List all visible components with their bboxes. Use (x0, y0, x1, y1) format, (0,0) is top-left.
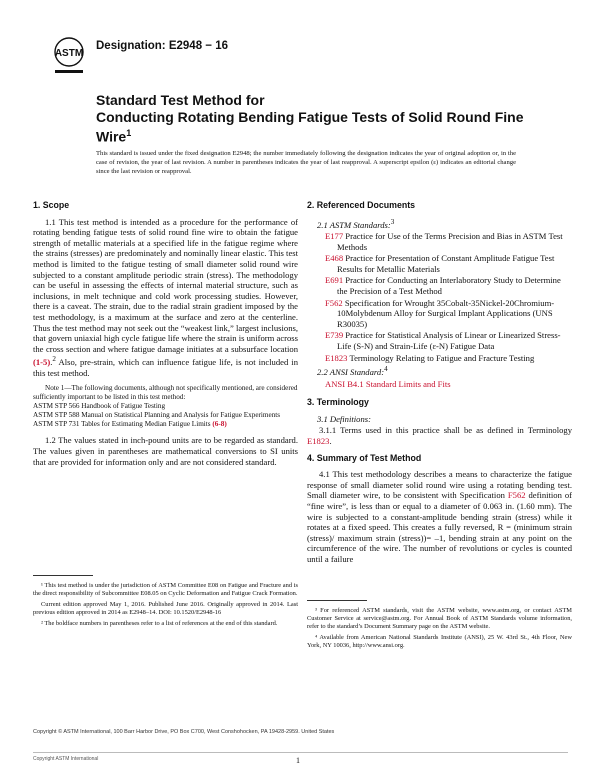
ref-link[interactable]: (6-8) (212, 420, 227, 429)
title-line1: Standard Test Method for (96, 92, 265, 108)
designation: Designation: E2948 − 16 (96, 40, 228, 52)
ref-link[interactable]: (1-5) (33, 357, 51, 368)
right-column: 2. Referenced Documents 2.1 ASTM Standards:$^3$ E177 Practice for Use of the Terms Precision and Bias in ASTM Test Methods E468 Practice for Presentation of Constant Amplitude Fatigue Test Results for Metallic Materials E691 Practice for Conducting an Interlaboratory Study to Determine the Precision of a Test Method F562 Specification for Wrought 35Cobalt-35Nickel-20Chromium-10Molybdenum Alloy for Surgical Implant Applications (UNS R30035) E739 Practice for Statistical Analysis of Linear or Linearized Stress-Life (S-N) and Strain-Life (ε-N) Fatigue Data E1823 Terminology Relating to Fatigue and Fracture Testing 2.2 ANSI Standard:$^4$ ANSI B4.1 Standard Limits and Fits 3. Terminology 3.1 Definitions: 3.1.1 Terms used in this practice shall be as defined in Terminology E1823. 4. Summary of Test Method 4.1 This test methodology describes a means to characterize the fatigue response of small diameter solid round wire using a rotating bending test. Small diameter wire, to be consistent with Specification F562 definition of “fine wire”, is less than or equal to a diameter of 0.063 in. (1.60 mm). The wire is subjected to a constant-amplitude bending strain (stress) while it rotates at a fixed speed. This creates a fully reversed, R = (minimum strain (stress)/ maximum strain (stress))= –1, bending strain at any point on the circumference of the wire. The number of revolutions or cycles is counted until a failure (307, 200, 573, 564)
footnotes-right: ³ For referenced ASTM standards, visit the ASTM website, www.astm.org, or contact ASTM Customer Service at service@astm.org. For Annual Book of ASTM Standards volume information, refer to the standard’s Document Summary page on the ASTM website. ⁴ Available from American National Standards Institute (ANSI), 25 W. 43rd St., 4th Floor, New York, NY 10036, http://www.ansi.org. (307, 600, 572, 653)
reference-item: E468 Practice for Presentation of Constant Amplitude Fatigue Test Results for Metallic Materials (325, 253, 555, 274)
ansi-link[interactable]: ANSI B4.1 Standard Limits and Fits (325, 378, 451, 389)
standard-link[interactable]: E691 (325, 275, 344, 286)
scope-heading: 1. Scope (33, 200, 70, 210)
document-title (96, 92, 546, 145)
standard-link[interactable]: F562 (325, 297, 343, 308)
note-1: Note 1—The following documents, although not specifically mentioned, are considered sufficiently important to be listed in this test method: ASTM STP 566 Handbook of Fatigue Testing ASTM STP 588 Manual on Statistical Planning and Analysis for Fatigue Experiments ASTM STP 731 Tables for Estimating Median Fatigue Limits (6-8) (33, 384, 298, 429)
footnotes-left: ¹ This test method is under the jurisdiction of ASTM Committee E08 on Fatigue and Fracture and is the direct responsibility of Subcommittee E08.05 on Cyclic Deformation and Fatigue Crack Formation. Current edition approved May 1, 2016. Published June 2016. Originally approved in 2014. Last previous edition approved in 2014 as E2948–14. DOI: 10.1520/E2948-16 ² The boldface numbers in parentheses refer to a list of references at the end of this standard. (33, 575, 298, 631)
reference-item: E177 Practice for Use of the Terms Precision and Bias in ASTM Test Methods (325, 231, 563, 252)
standard-link[interactable]: E739 (325, 330, 344, 341)
standard-link[interactable]: E468 (325, 253, 344, 264)
reference-item: F562 Specification for Wrought 35Cobalt-35Nickel-20Chromium-10Molybdenum Alloy for Surgical Implant Applications (UNS R30035) (325, 297, 555, 329)
terminology-heading: 3. Terminology (307, 397, 369, 408)
reference-item: E739 Practice for Statistical Analysis of Linear or Linearized Stress-Life (S-N) and Strain-Life (ε-N) Fatigue Data (325, 330, 561, 351)
divider (33, 752, 568, 753)
svg-text:ASTM: ASTM (54, 48, 84, 59)
license-text: Copyright ASTM International (33, 756, 99, 762)
scope-p2: 1.2 The values stated in inch-pound units are to be regarded as standard. The values given in parentheses are mathematical conversions to SI units that are provided for information only and are not considered standard. (33, 435, 298, 467)
left-column (33, 200, 298, 473)
astm-logo (50, 36, 88, 78)
standard-link[interactable]: E1823 (325, 352, 348, 363)
reference-item: E691 Practice for Conducting an Interlaboratory Study to Determine the Precision of a Test Method (325, 275, 561, 297)
summary-p: 4.1 This test methodology describes a means to characterize the fatigue response of small diameter solid round wire using a rotating bending test. Small diameter wire, to be consistent with Specification F562 definition of “fine wire”, is less than or equal to a diameter of 0.063 in. (1.60 mm). The wire is subjected to a constant-amplitude bending strain (stress) while it rotates at a fixed speed. This creates a fully reversed, R = (minimum strain (stress)/ maximum strain (stress))= –1, bending strain at any point on the circumference of the wire. The number of revolutions or cycles is counted until a failure (307, 469, 573, 564)
standard-link[interactable]: F562 (507, 490, 526, 501)
summary-heading: 4. Summary of Test Method (307, 452, 422, 463)
preamble: This standard is issued under the fixed designation E2948; the number immediately following the designation indicates the year of original adoption or, in the case of revision, the year of last revision. A number in parentheses indicates the year of last reapproval. A superscript epsilon (ε) indicates an editorial change since the last revision or reapproval. (96, 150, 516, 175)
scope-p1: 1.1 This test method is intended as a procedure for the performance of rotating bending fatigue tests of solid round fine wire to obtain the fatigue strength of metallic materials at a specified life in the fatigue regime where the strains (stresses) are predominately and nominally linear elastic. This test method is limited to the fatigue testing of small diameter solid round wire subjected to a constant amplitude periodic strain (stress). The methodology can be useful in assessing the effects of internal material structure, such as inclusions, in melt technique and cold work processing studies. However, there is a caveat. The strain, due to the radial strain gradient imposed by the test methodology, is a maximum at the surface and zero at the centerline. Thus the test method may not seek out the “weakest link,” largest inclusions, that govern uniaxial high cycle fatigue life where the strain is uniform across the cross section and where fatigue damage initiates at a subsurface location (1-5).$^2$ Also, pre-strain, which can influence fatigue life, is not included in this test method. (33, 216, 298, 378)
referenced-heading: 2. Referenced Documents (307, 200, 416, 210)
terminology-p: 3.1.1 Terms used in this practice shall be as defined in Terminology E1823. (307, 425, 572, 446)
standard-link[interactable]: E177 (325, 231, 344, 242)
copyright: Copyright © ASTM International, 100 Barr Harbor Drive, PO Box C700, West Conshohocken, PA 19428-2959. United States (33, 729, 335, 735)
title-line2: Conducting Rotating Bending Fatigue Tests of Solid Round Fine Wire$^1$ (96, 108, 524, 145)
standard-link[interactable]: E1823 (307, 436, 330, 446)
reference-item: E1823 Terminology Relating to Fatigue and Fracture Testing (325, 352, 535, 363)
page-number: 1 (296, 756, 300, 765)
